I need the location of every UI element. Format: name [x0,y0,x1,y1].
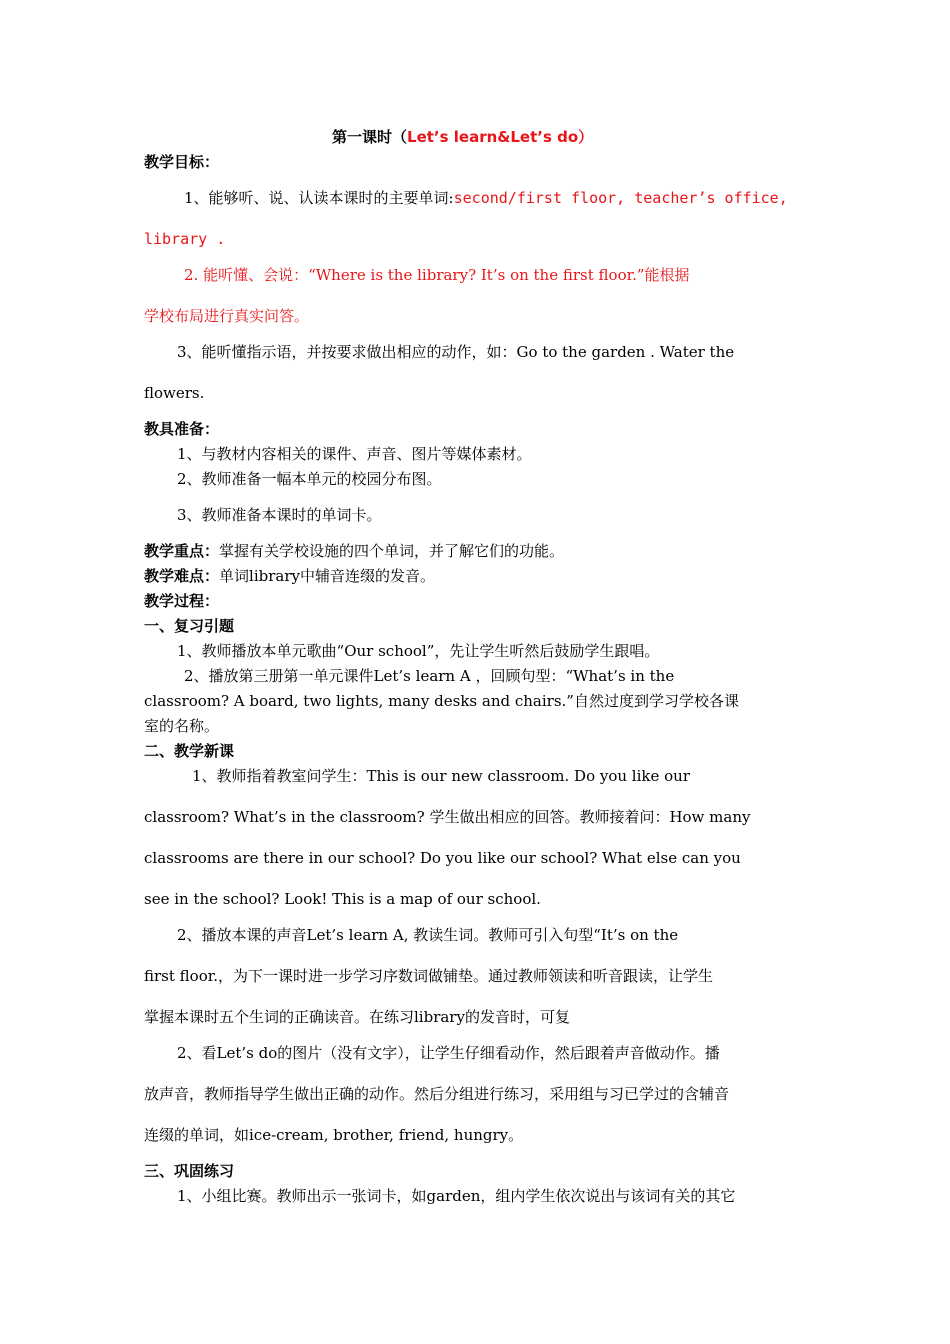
section-3-p1-line1: 1、小组比赛。教师出示一张词卡，如garden，组内学生依次说出与该词有关的其它 [177,1187,736,1205]
material-item-2: 2、教师准备一幅本单元的校园分布图。 [177,470,442,488]
section-1-p2-line3: 室的名称。 [144,717,220,735]
section-2-p1-line4: see in the school? Look! This is a map of our school. [144,890,541,908]
section-1-p2-line2: classroom? A board, two lights, many desks and chairs.”自然过度到学习学校各课 [144,692,739,710]
lesson-title [332,127,593,147]
section-2-p3-line3: 连缀的单词，如ice-cream, brother, friend, hungry。 [144,1126,524,1144]
section-2-heading: 二、教学新课 [144,742,235,760]
materials-heading: 教具准备： [144,420,220,438]
objective-2-line2: 学校布局进行真实问答。 [144,307,310,325]
material-item-1: 1、与教材内容相关的课件、声音、图片等媒体素材。 [177,445,532,463]
section-2-p3-line2: 放声音，教师指导学生做出正确的动作。然后分组进行练习，采用组与习已学过的含辅音 [144,1085,730,1103]
title-suffix: ） [578,128,594,146]
title-prefix: 第一课时（ [332,128,408,146]
section-1-p2-line1: 2、播放第三册第一单元课件Let’s learn A ，回顾句型：“What’s in the [184,667,675,685]
section-2-p1-line3: classrooms are there in our school? Do you like our school? What else can you [144,849,741,867]
section-2-p1-line2: classroom? What’s in the classroom? 学生做出相应的回答。教师接着问：How many [144,808,751,826]
objective-1-line2: library . [144,230,226,248]
section-2-p3-line1: 2、看Let’s do的图片（没有文字），让学生仔细看动作，然后跟着声音做动作。播 [177,1044,720,1062]
difficulty: 教学难点：单词library中辅音连缀的发音。 [144,567,435,585]
objectives-heading: 教学目标： [144,153,220,171]
material-item-3: 3、教师准备本课时的单词卡。 [177,506,382,524]
section-2-p2-line1: 2、播放本课的声音Let’s learn A, 教读生词。教师可引入句型“It’s on the [177,926,679,944]
process-heading: 教学过程： [144,592,220,610]
section-2-p1-line1: 1、教师指着教室问学生：This is our new classroom. Do you like our [192,767,690,785]
section-2-p2-line3: 掌握本课时五个生词的正确读音。在练习library的发音时，可复 [144,1008,570,1026]
section-1-heading: 一、复习引题 [144,617,235,635]
objective-3-line2: flowers. [144,384,205,402]
section-2-p2-line2: first floor.，为下一课时进一步学习序数词做铺垫。通过教师领读和听音跟读，让学生 [144,967,714,985]
title-english: Let’s learn&Let’s do [407,128,579,146]
section-1-p1: 1、教师播放本单元歌曲“Our school”，先让学生听然后鼓励学生跟唱。 [177,642,660,660]
key-point: 教学重点：掌握有关学校设施的四个单词，并了解它们的功能。 [144,542,565,560]
objective-2-line1: 2. 能听懂、会说：“Where is the library? It’s on the first floor.”能根据 [184,266,690,284]
section-3-heading: 三、巩固练习 [144,1162,235,1180]
objective-1-line1: 1、能够听、说、认读本课时的主要单词:second/first floor, teacher’s office, [184,189,788,207]
objective-3-line1: 3、能听懂指示语，并按要求做出相应的动作，如：Go to the garden . Water the [177,343,735,361]
